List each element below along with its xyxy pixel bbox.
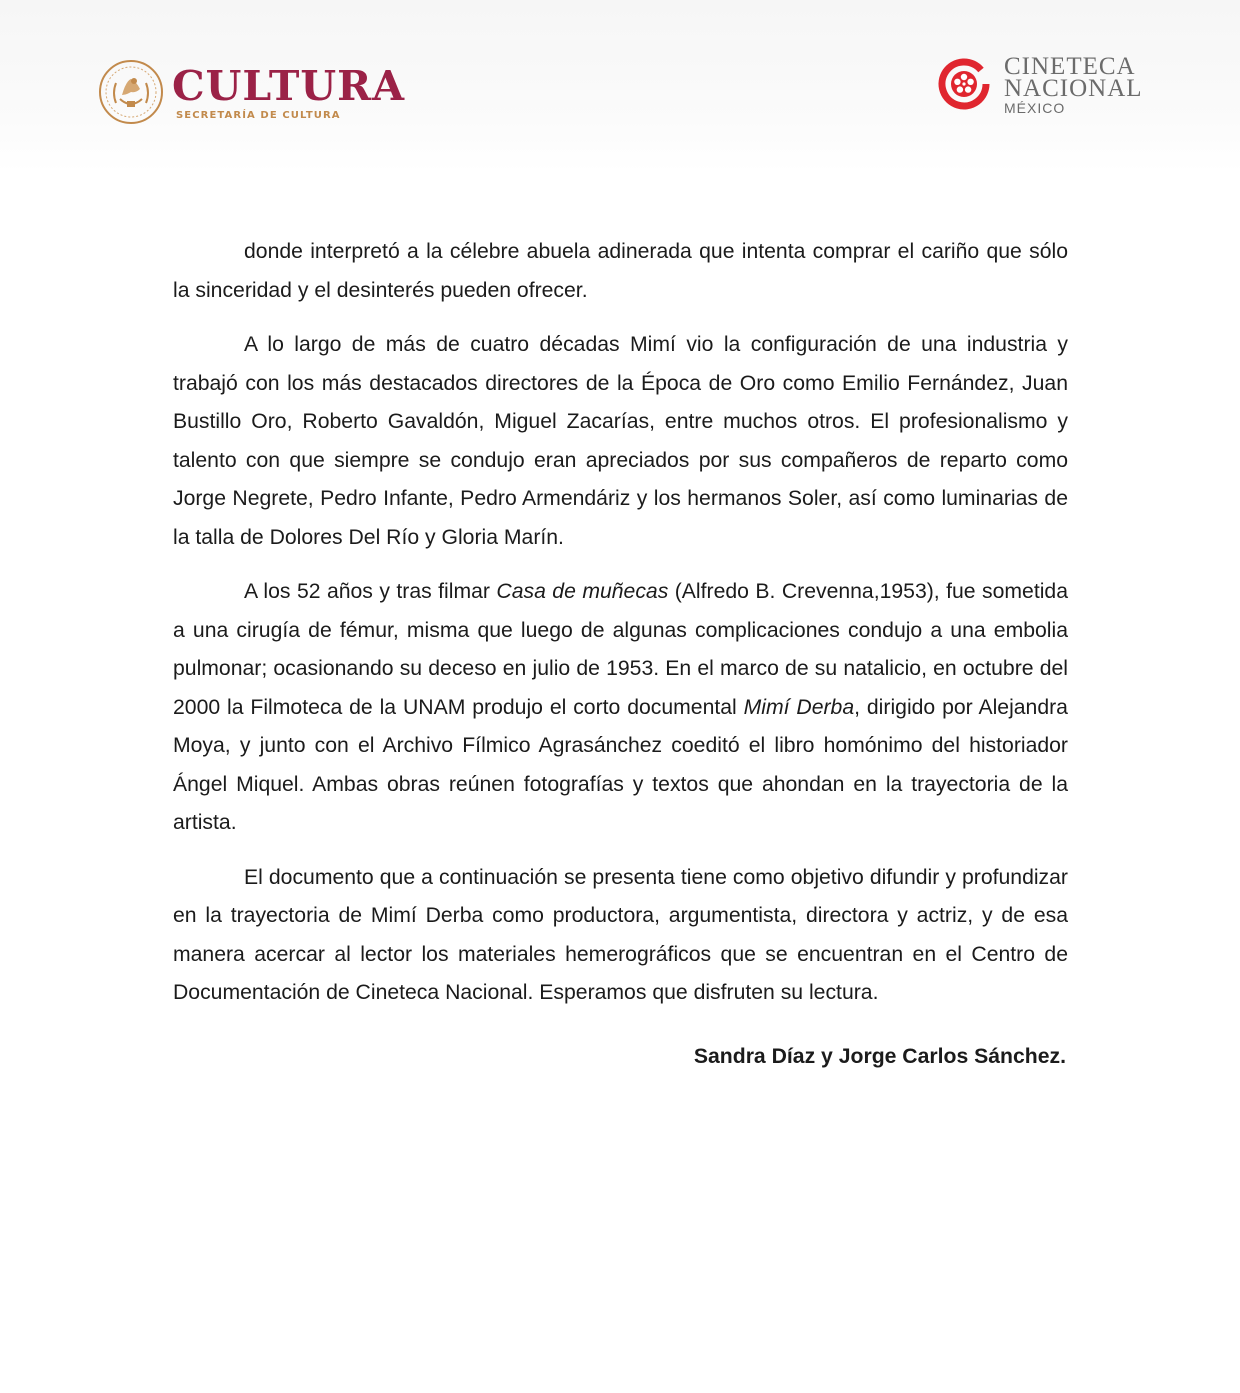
paragraph-3-part-a: A los 52 años y tras filmar — [244, 580, 497, 603]
signature: Sandra Díaz y Jorge Carlos Sánchez. — [693, 1044, 1066, 1068]
film-title-casa-de-munecas: Casa de muñecas — [496, 580, 669, 603]
document-body — [173, 233, 1068, 1069]
cineteca-line-2: NACIONAL — [1004, 75, 1143, 102]
paragraph-3 — [173, 573, 1068, 843]
film-title-mimi-derba: Mimí Derba — [743, 695, 855, 719]
paragraph-3-part-c: , dirigido por Alejandra Moya, y junto con el Archivo Fílmico Agrasánchez coeditó el libro homónimo del historiador Ángel Miquel. Ambas obras reúnen fotografías y textos que ahondan en la trayectoria de la artista. — [173, 695, 1068, 834]
mexican-coat-of-arms-seal-icon — [98, 59, 164, 125]
cultura-title: CULTURA — [172, 61, 406, 110]
paragraph-1: donde interpretó a la célebre abuela adinerada que intenta comprar el cariño que sólo la sinceridad y el desinterés pueden ofrecer. — [173, 240, 1068, 302]
cultura-logo — [98, 54, 405, 130]
paragraph-2: A lo largo de más de cuatro décadas Mimí vio la configuración de una industria y trabajó con los más destacados directores de la Época de Oro como Emilio Fernández, Juan Bustillo Oro, Roberto Gavaldón, Miguel Zacarías, entre muchos otros. El profesionalismo y talento con que siempre se condujo eran apreciados por sus compañeros de reparto como Jorge Negrete, Pedro Infante, Pedro Armendáriz y los hermanos Soler, así como luminarias de la talla de Dolores Del Río y Gloria Marín. — [173, 333, 1068, 549]
paragraph-3-part-b: (Alfredo B. Crevenna,1953), fue sometida a una cirugía de fémur, misma que luego de algunas complicaciones condujo a una embolia pulmonar; ocasionando su deceso en julio de 1953. En el marco de su natalicio, en octubre del 2000 la Filmoteca de la UNAM produjo el corto documental — [173, 580, 1068, 719]
cineteca-line-3: MÉXICO — [1004, 100, 1066, 116]
film-reel-icon — [936, 56, 992, 112]
cineteca-line-1: CINETECA — [1004, 53, 1136, 80]
paragraph-4: El documento que a continuación se presenta tiene como objetivo difundir y profundizar en la trayectoria de Mimí Derba como productora, argumentista, directora y actriz, y de esa manera acercar al lector los materiales hemerográficos que se encuentran en el Centro de Documentación de Cineteca Nacional. Esperamos que disfruten su lectura. — [173, 865, 1068, 1004]
cineteca-logo — [936, 53, 1143, 116]
cultura-subtitle: SECRETARÍA DE CULTURA — [176, 109, 341, 121]
